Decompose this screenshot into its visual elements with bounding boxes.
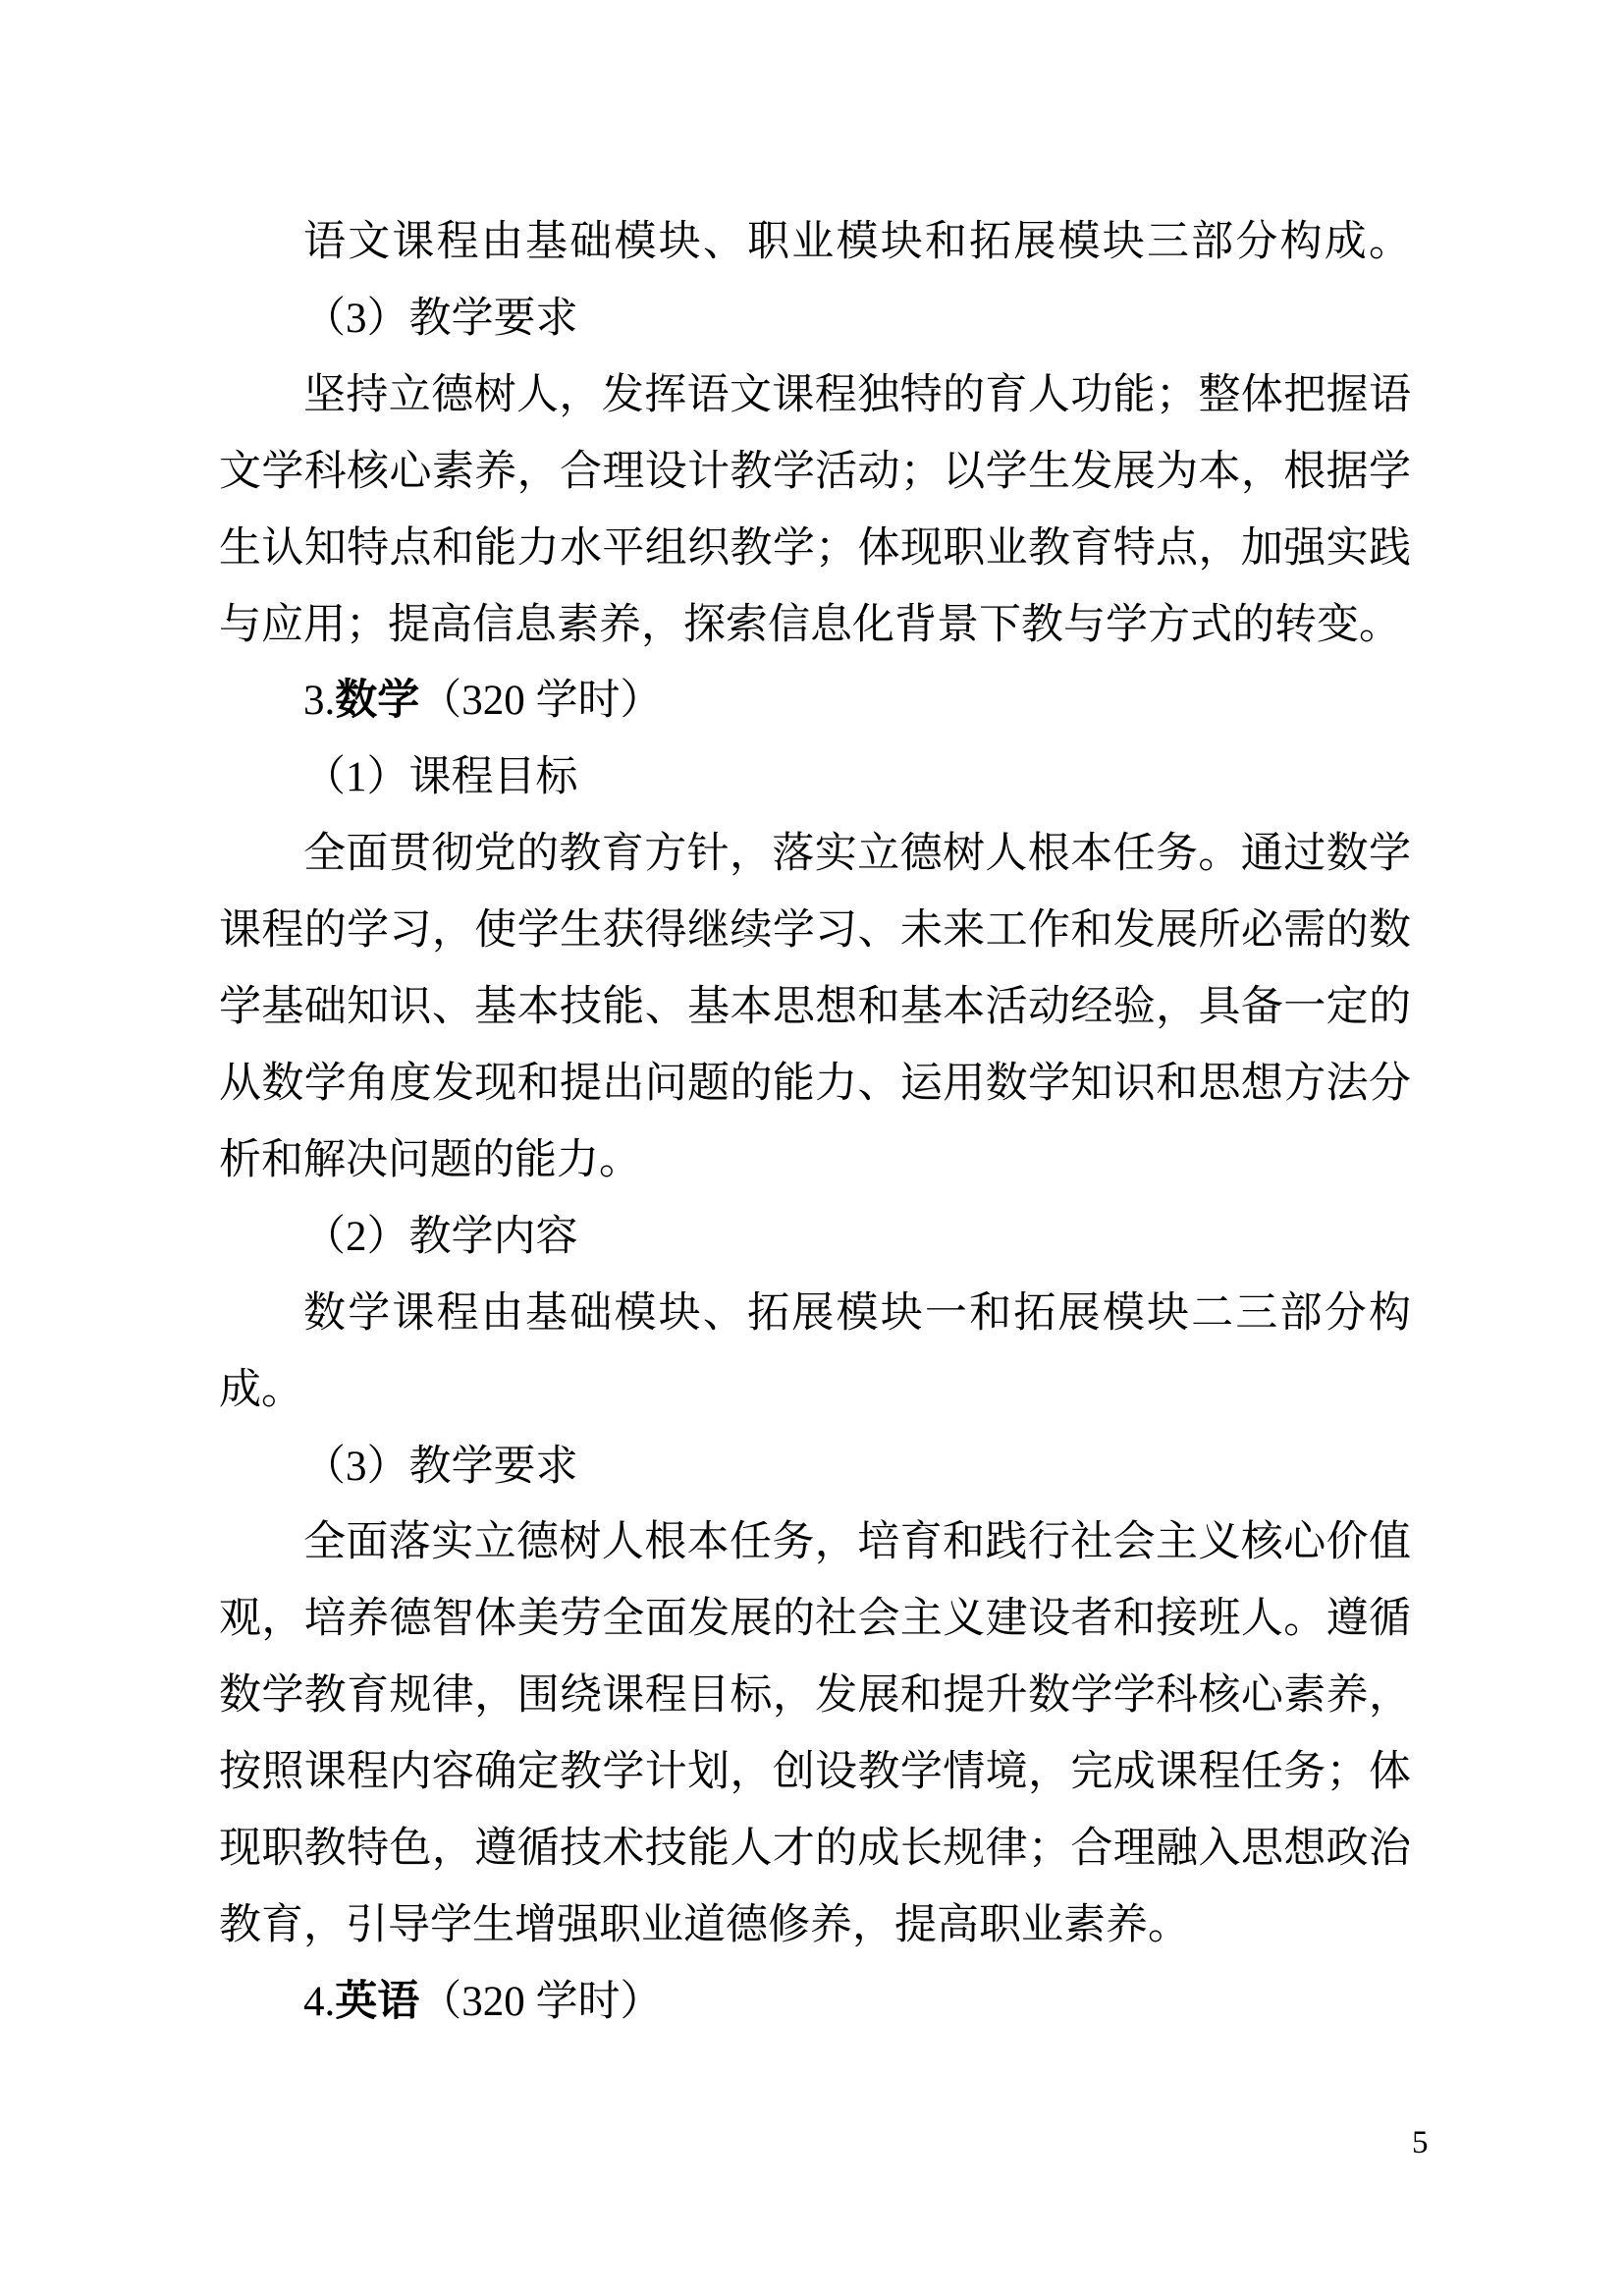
course-hours: （320 学时） [419,678,663,725]
page-number: 5 [1412,2125,1429,2160]
course-heading-english [219,1964,1411,2041]
document-text-block [219,204,1411,2041]
paragraph-math-course-modules: 数学课程由基础模块、拓展模块一和拓展模块二三部分构成。 [219,1289,1411,1413]
subheading-course-objectives-math: （1）课程目标 [303,754,578,801]
subheading-teaching-requirements-math: （3）教学要求 [303,1443,578,1490]
course-number: 3. [303,678,336,725]
course-name: 数学 [335,678,420,725]
course-hours: （320 学时） [419,1978,663,2025]
course-number: 4. [303,1978,336,2025]
paragraph-chinese-teaching-requirements: 坚持立德树人，发挥语文课程独特的育人功能；整体把握语文学科核心素养，合理设计教学活动；以学生发展为本，根据学生认知特点和能力水平组织教学；体现职业教育特点，加强实践与应用；提高信息素养，探索信息化背景下教与学方式的转变。 [219,371,1411,648]
course-heading-math [219,663,1411,739]
subheading-teaching-content-math: （2）教学内容 [303,1213,578,1260]
paragraph-math-course-objectives: 全面贯彻党的教育方针，落实立德树人根本任务。通过数学课程的学习，使学生获得继续学习、未来工作和发展所必需的数学基础知识、基本技能、基本思想和基本活动经验，具备一定的从数学角度发现和提出问题的能力、运用数学知识和思想方法分析和解决问题的能力。 [219,831,1411,1183]
paragraph-chinese-course-modules: 语文课程由基础模块、职业模块和拓展模块三部分构成。 [303,219,1411,265]
paragraph-math-teaching-requirements: 全面落实立德树人根本任务，培育和践行社会主义核心价值观，培养德智体美劳全面发展的社会主义建设者和接班人。遵循数学教育规律，围绕课程目标，发展和提升数学学科核心素养，按照课程内容确定教学计划，创设教学情境，完成课程任务；体现职教特色，遵循技术技能人才的成长规律；合理融入思想政治教育，引导学生增强职业道德修养，提高职业素养。 [219,1519,1411,1948]
subheading-teaching-requirements-chinese: （3）教学要求 [303,295,578,342]
course-name: 英语 [335,1978,420,2025]
